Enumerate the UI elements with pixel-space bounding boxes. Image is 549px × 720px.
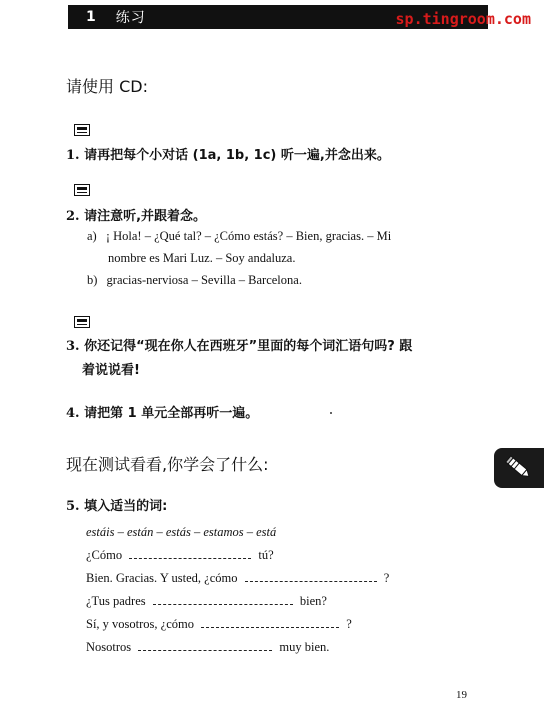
exercise-number: 3. bbox=[66, 339, 80, 354]
site-watermark: sp.tingroom.com bbox=[395, 10, 531, 28]
print-speck bbox=[330, 412, 332, 414]
question-text-after: ? bbox=[346, 617, 352, 631]
answer-blank[interactable] bbox=[153, 603, 293, 605]
question-text-before: Bien. Gracias. Y usted, ¿cómo bbox=[86, 571, 238, 585]
section-heading-cd: 请使用 CD: bbox=[66, 77, 148, 96]
dialogue-line-a-continued: nombre es Mari Luz. – Soy andaluza. bbox=[108, 251, 296, 265]
exercise-number: 1. bbox=[66, 148, 80, 163]
exercise-number: 5. bbox=[66, 499, 80, 514]
section-heading-test: 现在测试看看,你学会了什么: bbox=[66, 455, 269, 474]
cd-player-icon bbox=[74, 316, 90, 328]
line-text: gracias-nerviosa – Sevilla – Barcelona. bbox=[106, 273, 302, 287]
exercise-instruction: 你还记得“现在你人在西班牙”里面的每个词汇语句吗? 跟 bbox=[84, 339, 413, 354]
unit-number: 1 bbox=[86, 9, 96, 25]
exercise-5 bbox=[66, 495, 167, 514]
fill-in-question-2 bbox=[86, 571, 389, 586]
exercise-number: 2. bbox=[66, 209, 80, 224]
fill-in-question-3 bbox=[86, 594, 327, 609]
dialogue-line-b bbox=[87, 273, 302, 288]
question-text-after: ? bbox=[383, 571, 390, 585]
cd-player-icon bbox=[74, 184, 90, 196]
answer-blank[interactable] bbox=[201, 626, 339, 628]
exercise-instruction: 请再把每个小对话 (1a, 1b, 1c) 听一遍,并念出来。 bbox=[84, 148, 390, 163]
fill-in-question-1 bbox=[86, 548, 274, 563]
word-bank: estáis – están – estás – estamos – está bbox=[86, 525, 277, 539]
exercise-instruction: 请把第 1 单元全部再听一遍。 bbox=[84, 406, 259, 421]
fill-in-question-4 bbox=[86, 617, 352, 632]
line-label: a) bbox=[87, 229, 97, 243]
cd-player-icon bbox=[74, 124, 90, 136]
question-text-after: bien? bbox=[299, 594, 327, 608]
line-text: ¡ Hola! – ¿Qué tal? – ¿Cómo estás? – Bien, gracias. – Mi bbox=[105, 229, 392, 243]
exercise-instruction: 填入适当的词: bbox=[84, 499, 168, 514]
exercise-2 bbox=[66, 205, 206, 224]
exercise-3-continued: 着说说看! bbox=[82, 363, 140, 378]
exercise-instruction: 请注意听,并跟着念。 bbox=[84, 209, 207, 224]
question-text-before: ¿Tus padres bbox=[86, 594, 146, 608]
question-text-before: Sí, y vosotros, ¿cómo bbox=[86, 617, 194, 631]
pencil-tab bbox=[494, 448, 544, 488]
exercise-1 bbox=[66, 144, 390, 163]
answer-blank[interactable] bbox=[129, 557, 251, 559]
exercise-number: 4. bbox=[66, 406, 80, 421]
unit-title: 练习 bbox=[115, 10, 146, 26]
pencil-icon bbox=[494, 448, 544, 488]
line-label: b) bbox=[87, 273, 98, 287]
dialogue-line-a bbox=[87, 229, 391, 244]
fill-in-question-5 bbox=[86, 640, 329, 655]
answer-blank[interactable] bbox=[245, 580, 377, 582]
exercise-3 bbox=[66, 335, 412, 354]
question-text-after: tú? bbox=[258, 548, 274, 562]
question-text-before: ¿Cómo bbox=[86, 548, 123, 562]
question-text-before: Nosotros bbox=[86, 640, 132, 654]
page-number: 19 bbox=[456, 689, 467, 701]
exercise-4 bbox=[66, 402, 258, 421]
question-text-after: muy bien. bbox=[279, 640, 330, 654]
answer-blank[interactable] bbox=[138, 649, 272, 651]
